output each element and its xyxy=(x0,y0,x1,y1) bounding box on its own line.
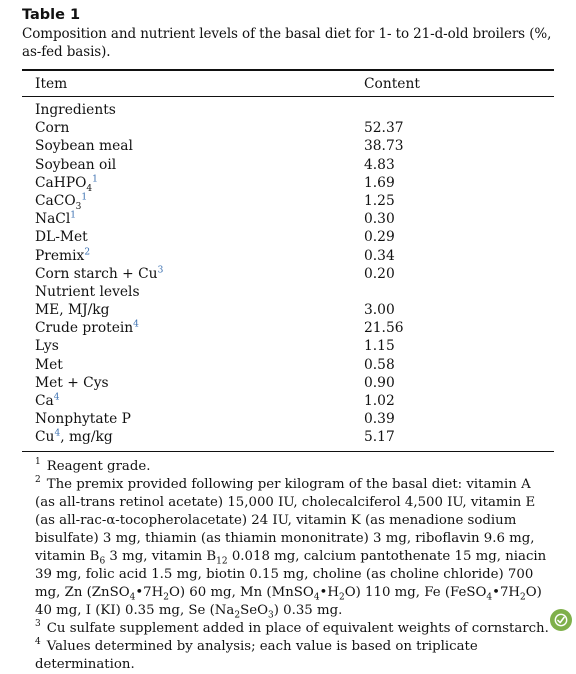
row-value: 52.37 xyxy=(364,120,404,137)
footnote-ref-link[interactable]: 4 xyxy=(133,319,139,330)
row-label-subscript: 4 xyxy=(86,183,93,194)
table-row xyxy=(22,356,554,374)
row-label xyxy=(35,410,131,428)
footnote-ref-link[interactable]: 1 xyxy=(81,192,88,203)
row-label xyxy=(35,392,60,410)
table-row xyxy=(22,247,554,265)
row-value: 4.83 xyxy=(364,156,395,173)
footnote-text xyxy=(35,476,554,620)
table-row xyxy=(22,210,554,228)
row-label xyxy=(35,337,59,355)
table-row xyxy=(22,410,554,428)
table-row xyxy=(22,119,554,137)
row-label-text: Crude protein xyxy=(35,320,134,337)
row-value: 1.02 xyxy=(364,393,395,409)
footnote-body: Cu sulfate supplement added in place of equivalent weights of cornstarch. xyxy=(46,620,549,636)
row-label-unit: , mg/kg xyxy=(60,429,113,446)
row-label-text: Met + Cys xyxy=(35,374,109,391)
row-value: 1.15 xyxy=(364,338,395,355)
row-label xyxy=(35,156,116,174)
row-value: 3.00 xyxy=(364,302,395,319)
row-label-text: Corn starch + Cu xyxy=(35,265,158,282)
table-bottom-rule xyxy=(22,451,554,452)
row-label-text: DL-Met xyxy=(35,229,88,246)
row-label-text: Cu xyxy=(35,429,55,446)
table-footnotes xyxy=(22,458,554,674)
row-label xyxy=(35,428,113,446)
table-row xyxy=(22,301,554,319)
row-label-subscript: 3 xyxy=(75,201,82,212)
row-label-text: CaHPO xyxy=(35,174,87,191)
row-value: 38.73 xyxy=(364,138,404,155)
footnote xyxy=(22,458,554,476)
row-label xyxy=(35,283,140,301)
footnote-mark: 3 xyxy=(35,619,41,630)
table-row xyxy=(22,374,554,392)
row-label-text: Soybean meal xyxy=(35,138,133,155)
footnote-text xyxy=(35,458,554,476)
row-label-text: Nonphytate P xyxy=(35,411,131,428)
footnote-mark: 4 xyxy=(35,637,41,648)
row-value: 0.30 xyxy=(364,211,395,228)
table-row xyxy=(22,156,554,174)
table-row xyxy=(22,319,554,337)
table-row xyxy=(22,192,554,210)
header-content: Content xyxy=(364,75,420,92)
row-label xyxy=(35,210,76,228)
footnote-ref-link[interactable]: 4 xyxy=(53,392,60,403)
row-value: 1.25 xyxy=(364,192,395,209)
row-label-text: Ca xyxy=(35,393,54,409)
row-label xyxy=(35,356,63,374)
row-label-text: Ingredients xyxy=(35,102,116,118)
header-item: Item xyxy=(35,75,68,92)
footnote-ref-link[interactable]: 1 xyxy=(70,210,77,221)
row-label-text: Lys xyxy=(35,338,59,355)
row-label-text: Corn xyxy=(35,120,70,137)
table-row xyxy=(22,228,554,246)
footnote-ref-link[interactable]: 1 xyxy=(92,174,98,185)
row-value: 0.90 xyxy=(364,374,395,391)
row-label xyxy=(35,265,163,283)
row-label xyxy=(35,101,116,119)
row-value: 0.29 xyxy=(364,229,395,246)
row-label xyxy=(35,137,133,155)
row-label-text: Nutrient levels xyxy=(35,283,140,300)
row-label xyxy=(35,192,87,210)
row-value: 0.34 xyxy=(364,247,395,264)
footnote-body: The premix provided following per kilogram of the basal diet: vitamin A (as all-trans retinol acetate) 15,000 IU, cholecalciferol 4,500 IU, vitamin E (as all-rac-α-tocopherolacetate) 24 IU, vitamin K (as menadione sodium bisulfate) 3 mg, thiamin (as thiamin mononitrate) 3 mg, riboflavin 9.6 mg, vitamin $B_6$ 3 mg, vitamin $B_{12}$ 0.018 mg, calcium pantothenate 15 mg, niacin 39 mg, folic acid 1.5 mg, biotin 0.15 mg, choline (as choline chloride) 700 mg, Zn $(ZnSO_4•7H_2O)$ 60 mg, Mn $(MnSO_4•H_2O)$ 110 mg, Fe $(FeSO_4•7H_2O)$ 40 mg, I (KI) 0.35 mg, Se $(Na_2SeO_3)$ 0.35 mg. xyxy=(35,476,547,621)
row-label-text: ME, MJ/kg xyxy=(35,302,110,319)
table-row xyxy=(22,174,554,192)
row-label-text: Soybean oil xyxy=(35,156,117,173)
table-row xyxy=(22,265,554,283)
row-value: 0.39 xyxy=(364,411,395,428)
row-label xyxy=(35,228,88,246)
row-label xyxy=(35,374,109,392)
row-label xyxy=(35,301,109,319)
row-value: 0.20 xyxy=(364,265,395,282)
footnote xyxy=(22,620,554,638)
table-number: Table 1 xyxy=(22,7,81,23)
footnote-ref-link[interactable]: 4 xyxy=(54,428,61,439)
table-row xyxy=(22,101,554,119)
table-row xyxy=(22,428,554,446)
table-header-row xyxy=(22,71,554,96)
row-label xyxy=(35,247,90,265)
footnote-mark: 1 xyxy=(35,457,41,468)
row-value: 5.17 xyxy=(364,429,395,446)
footnote-mark: 2 xyxy=(35,475,41,486)
publisher-logo-icon xyxy=(550,609,572,631)
footnote-body: Values determined by analysis; each value is based on triplicate determination. xyxy=(35,638,478,672)
row-value: 0.58 xyxy=(364,356,395,373)
table-caption: Composition and nutrient levels of the basal diet for 1- to 21-d-old broilers (%, as-fed basis). xyxy=(22,26,552,60)
table-row xyxy=(22,283,554,301)
row-label-text: NaCl xyxy=(35,211,71,228)
table-container xyxy=(22,6,554,674)
table-row xyxy=(22,337,554,355)
footnote-ref-link[interactable]: 3 xyxy=(157,265,164,276)
row-value: 21.56 xyxy=(364,320,404,337)
table-body xyxy=(22,97,554,451)
row-label xyxy=(35,319,139,337)
footnote-ref-link[interactable]: 2 xyxy=(84,246,91,257)
table-row xyxy=(22,137,554,155)
footnote xyxy=(22,476,554,620)
row-label-text: CaCO xyxy=(35,192,76,209)
footnote-body: Reagent grade. xyxy=(46,458,151,474)
row-value: 1.69 xyxy=(364,174,395,191)
row-label-text: Premix xyxy=(35,247,85,264)
row-label xyxy=(35,119,69,137)
table-row xyxy=(22,392,554,410)
row-label xyxy=(35,174,98,192)
footnote-text xyxy=(35,620,554,638)
row-label-text: Met xyxy=(35,356,63,373)
